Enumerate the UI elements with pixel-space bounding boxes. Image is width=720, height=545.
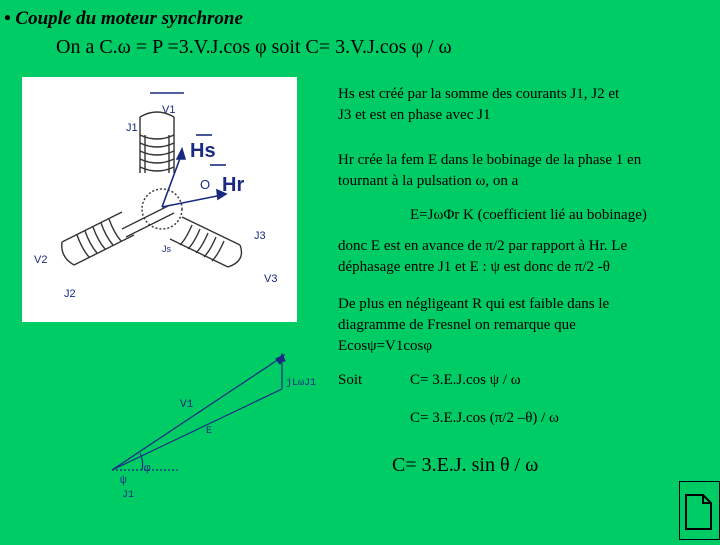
torque-eq2: C= 3.E.J.cos (π/2 –θ) / ω bbox=[410, 410, 559, 426]
torque-eq-final: C= 3.E.J. sin θ / ω bbox=[392, 454, 539, 476]
paragraph-fresnel-line1: De plus en négligeant R qui est faible dans le bbox=[338, 296, 610, 312]
label-jlw: jLωJ1 bbox=[286, 378, 317, 389]
paragraph-hs-line2: J3 et est en phase avec J1 bbox=[338, 107, 491, 123]
motor-diagram bbox=[22, 77, 297, 322]
label-j1-phasor: J1 bbox=[122, 490, 135, 501]
label-psi: ψ bbox=[120, 475, 127, 487]
coil-v3 bbox=[170, 217, 242, 267]
slide-title: • Couple du moteur synchrone bbox=[4, 8, 243, 29]
coil-v1 bbox=[140, 112, 174, 173]
label-j1: J1 bbox=[126, 122, 138, 134]
fresnel-diagram-svg bbox=[30, 345, 330, 505]
paragraph-phase-line2: déphasage entre J1 et E : ψ est donc de π/2 -θ bbox=[338, 259, 610, 275]
label-hr: Hr bbox=[222, 174, 245, 196]
soit-label: Soit bbox=[338, 372, 363, 388]
formula-e: E=JωΦr K (coefficient lié au bobinage) bbox=[410, 207, 647, 223]
label-v1: V1 bbox=[162, 104, 176, 116]
paragraph-phase-line1: donc E est en avance de π/2 par rapport à Hr. Le bbox=[338, 238, 628, 254]
coil-v2 bbox=[62, 212, 134, 265]
paragraph-fresnel-line3: Ecosψ=V1cosφ bbox=[338, 338, 432, 354]
label-o: O bbox=[200, 177, 211, 192]
label-hs: Hs bbox=[190, 140, 216, 162]
label-e: E bbox=[206, 426, 213, 437]
label-j2: J2 bbox=[64, 288, 76, 300]
paragraph-hr bbox=[338, 150, 641, 192]
label-v3: V3 bbox=[264, 273, 278, 285]
paragraph-hr-line1: Hr crée la fem E dans le bobinage de la phase 1 en bbox=[338, 152, 642, 168]
label-v1-phasor: V1 bbox=[180, 399, 194, 411]
paragraph-hs-line1: Hs est créé par la somme des courants J1, J2 et bbox=[338, 86, 620, 102]
paragraph-phase bbox=[338, 236, 627, 278]
torque-eq1: C= 3.E.J.cos ψ / ω bbox=[410, 372, 521, 388]
label-phi: φ bbox=[144, 463, 151, 475]
document-nav-icon[interactable] bbox=[679, 481, 720, 540]
paragraph-fresnel-line2: diagramme de Fresnel on remarque que bbox=[338, 317, 576, 333]
paragraph-hs bbox=[338, 84, 619, 126]
fresnel-diagram bbox=[30, 345, 330, 505]
label-js: Js bbox=[162, 244, 171, 254]
torque-equation: On a C.ω = P =3.V.J.cos φ soit C= 3.V.J.cos φ / ω bbox=[56, 36, 452, 58]
paragraph-fresnel bbox=[338, 294, 609, 357]
label-v2: V2 bbox=[34, 254, 48, 266]
paragraph-hr-line2: tournant à la pulsation ω, on a bbox=[338, 173, 519, 189]
label-j3: J3 bbox=[254, 230, 266, 242]
motor-diagram-svg bbox=[22, 77, 297, 322]
